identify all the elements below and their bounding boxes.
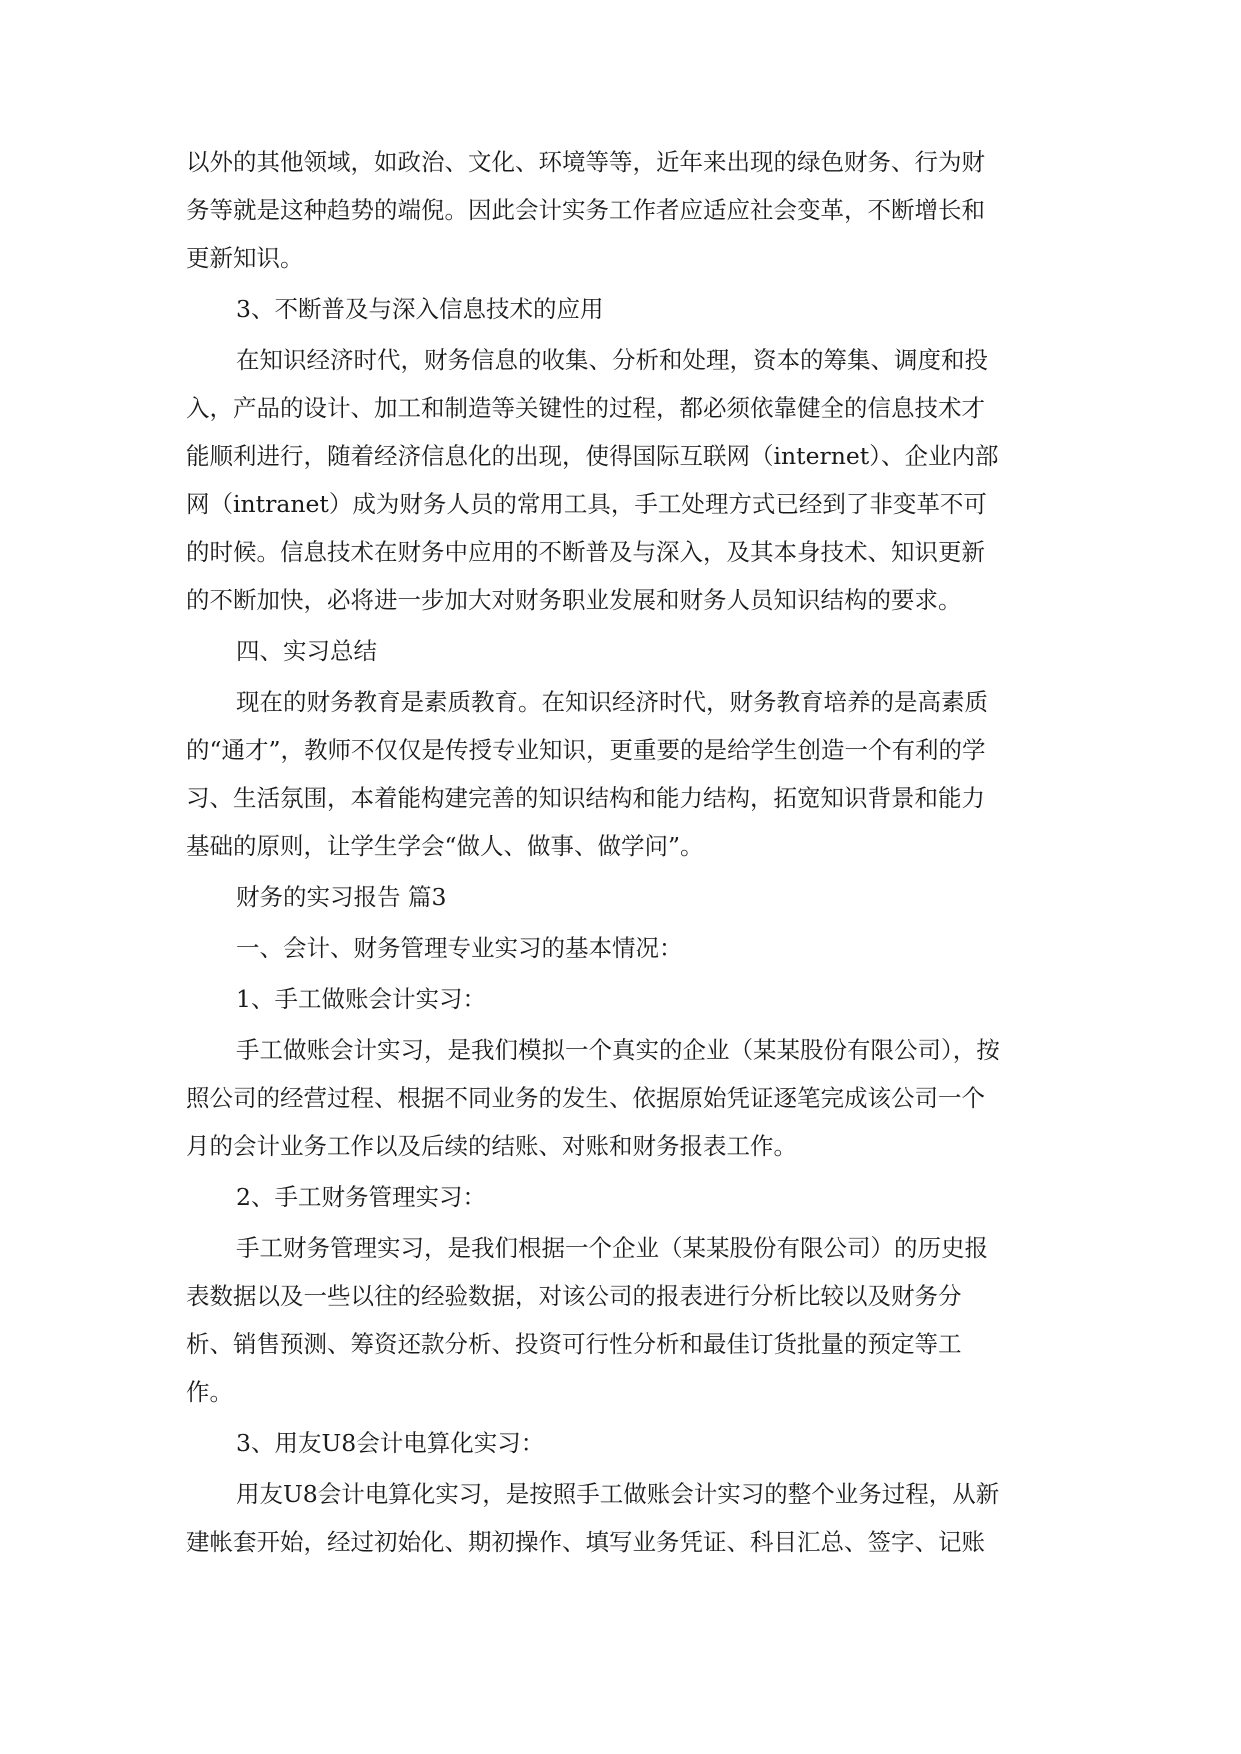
section-heading: 3、用友U8会计电算化实习：	[236, 1429, 545, 1457]
text-line: 的不断加快，必将进一步加大对财务职业发展和财务人员知识结构的要求。	[186, 586, 962, 614]
text-line: 表数据以及一些以往的经验数据，对该公司的报表进行分析比较以及财务分	[186, 1282, 962, 1310]
text-line: 建帐套开始，经过初始化、期初操作、填写业务凭证、科目汇总、签字、记账	[186, 1528, 985, 1556]
text-line: 以外的其他领域，如政治、文化、环境等等，近年来出现的绿色财务、行为财	[186, 148, 985, 176]
section-heading: 四、实习总结	[236, 637, 377, 665]
text-line: 入，产品的设计、加工和制造等关键性的过程，都必须依靠健全的信息技术才	[186, 394, 985, 422]
text-line: 析、销售预测、筹资还款分析、投资可行性分析和最佳订货批量的预定等工	[186, 1330, 962, 1358]
text-line: 的时候。信息技术在财务中应用的不断普及与深入，及其本身技术、知识更新	[186, 538, 985, 566]
text-line: 务等就是这种趋势的端倪。因此会计实务工作者应适应社会变革，不断增长和	[186, 196, 985, 224]
paragraph-first-line: 现在的财务教育是素质教育。在知识经济时代，财务教育培养的是高素质	[236, 688, 988, 716]
paragraph-first-line: 手工财务管理实习，是我们根据一个企业（某某股份有限公司）的历史报	[236, 1234, 988, 1262]
text-line: 照公司的经营过程、根据不同业务的发生、依据原始凭证逐笔完成该公司一个	[186, 1084, 985, 1112]
section-heading: 一、会计、财务管理专业实习的基本情况：	[236, 934, 683, 962]
section-heading: 2、手工财务管理实习：	[236, 1183, 486, 1211]
text-line: 更新知识。	[186, 244, 304, 272]
text-line: 基础的原则，让学生学会“做人、做事、做学问”。	[186, 832, 704, 860]
paragraph-first-line: 用友U8会计电算化实习，是按照手工做账会计实习的整个业务过程，从新	[236, 1480, 1000, 1508]
report-title: 财务的实习报告 篇3	[236, 883, 447, 911]
paragraph-first-line: 手工做账会计实习，是我们模拟一个真实的企业（某某股份有限公司），按	[236, 1036, 1000, 1064]
text-line: 网（intranet）成为财务人员的常用工具，手工处理方式已经到了非变革不可	[186, 490, 987, 518]
section-heading: 3、不断普及与深入信息技术的应用	[236, 295, 604, 323]
text-line: 作。	[186, 1378, 233, 1406]
text-line: 的“通才”，教师不仅仅是传授专业知识，更重要的是给学生创造一个有利的学	[186, 736, 986, 764]
section-heading: 1、手工做账会计实习：	[236, 985, 486, 1013]
text-line: 月的会计业务工作以及后续的结账、对账和财务报表工作。	[186, 1132, 797, 1160]
paragraph-first-line: 在知识经济时代，财务信息的收集、分析和处理，资本的筹集、调度和投	[236, 346, 988, 374]
text-line: 能顺利进行，随着经济信息化的出现，使得国际互联网（internet）、企业内部	[186, 442, 999, 470]
text-line: 习、生活氛围，本着能构建完善的知识结构和能力结构，拓宽知识背景和能力	[186, 784, 985, 812]
